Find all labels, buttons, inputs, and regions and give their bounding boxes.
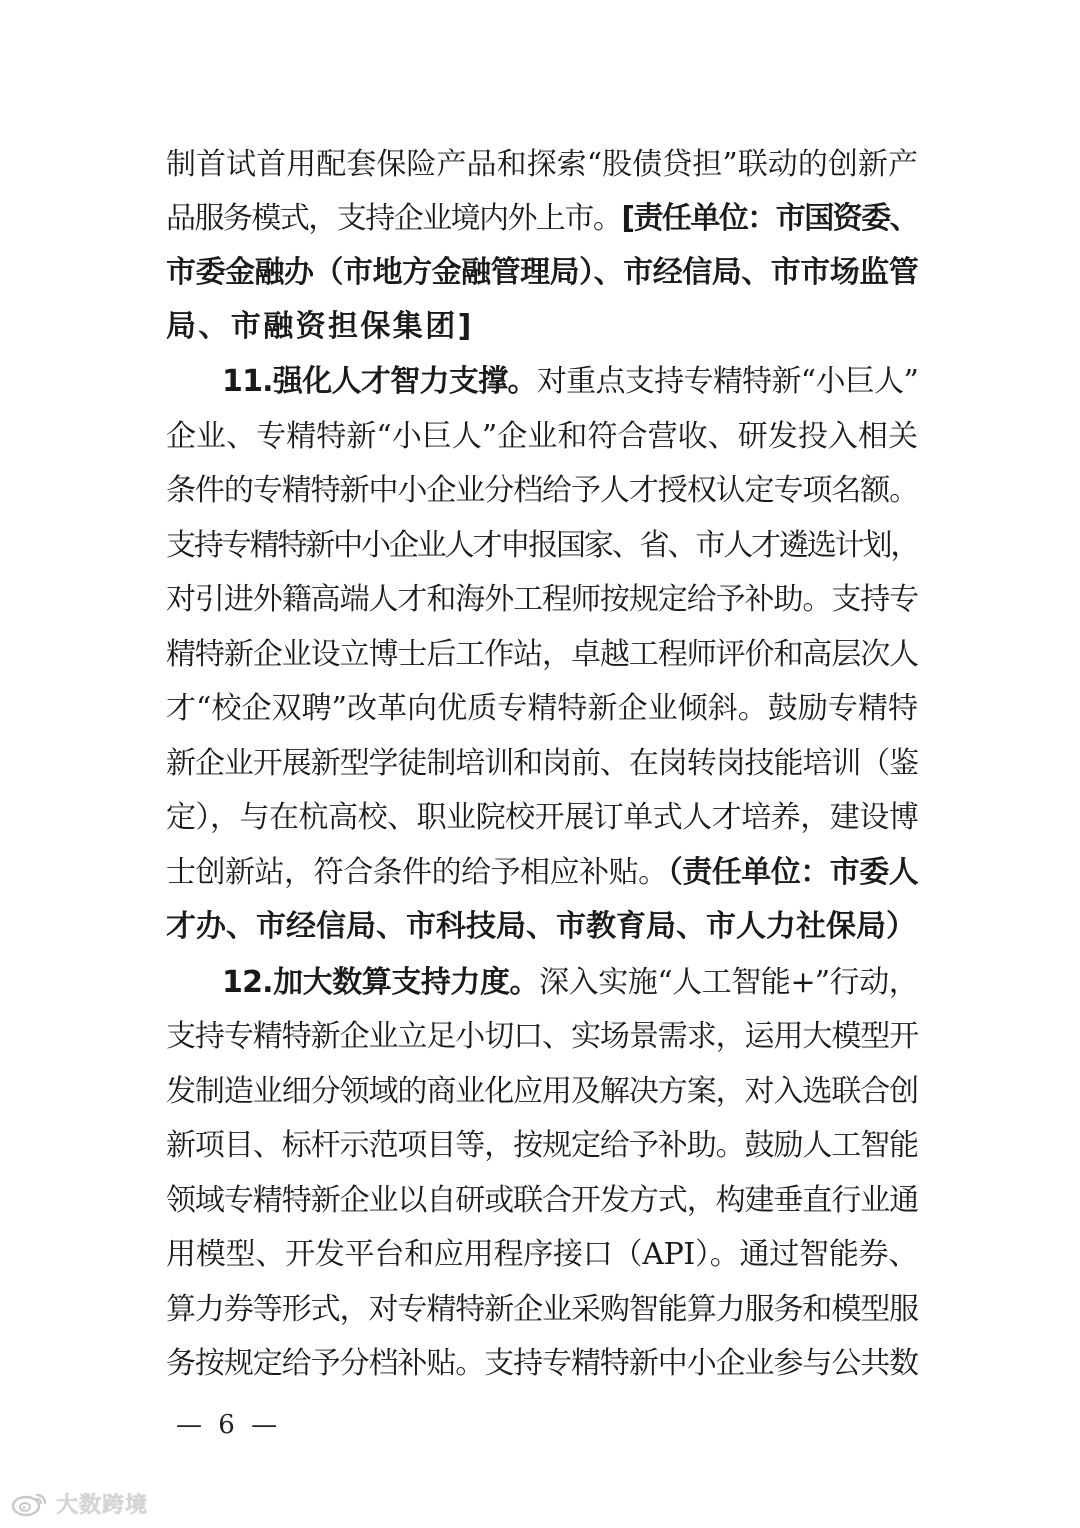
text-segment: 对重点支持专精特新“小巨人”: [536, 364, 918, 399]
text-segment: 务按规定给予分档补贴。支持专精特新中小企业参与公共数: [166, 1346, 918, 1381]
section-heading-12: 12.加大数算支持力度。: [222, 965, 540, 1000]
section-heading-11: 11.强化人才智力支撑。: [222, 364, 537, 399]
text-line-23: [166, 1337, 918, 1391]
text-segment: 发制造业细分领域的商业化应用及解决方案，对入选联合创: [166, 1074, 918, 1109]
text-segment: 才“校企双聘”改革向优质专精特新企业倾斜。鼓励专精特: [166, 691, 918, 726]
text-segment: 条件的专精特新中小企业分档给予人才授权认定专项名额。: [166, 473, 918, 508]
text-line-20: [166, 1174, 918, 1228]
text-segment: 精特新企业设立博士后工作站，卓越工程师评价和高层次人: [166, 637, 918, 672]
text-line-18: [166, 1065, 918, 1119]
text-segment: 制首试首用配套保险产品和探索“股债贷担”联动的创新产: [166, 147, 918, 182]
text-line-9: [166, 573, 918, 627]
text-segment: 支持专精特新中小企业人才申报国家、省、市人才遴选计划，: [166, 528, 918, 563]
responsibility-unit: 市委金融办（市地方金融管理局）、市经信局、市市场监管: [166, 255, 918, 290]
text-segment: 新项目、标杆示范项目等，按规定给予补助。鼓励人工智能: [166, 1128, 918, 1163]
text-segment: 深入实施“人工智能+”行动，: [539, 965, 918, 1000]
text-line-19: [166, 1119, 918, 1173]
text-line-14: [166, 846, 918, 900]
responsibility-unit: 局、市融资担保集团]: [166, 309, 474, 344]
text-line-2: [166, 192, 918, 246]
text-line-8: [166, 519, 918, 573]
text-segment: 对引进外籍高端人才和海外工程师按规定给予补助。支持专: [166, 582, 918, 617]
text-line-22: [166, 1283, 918, 1337]
text-segment: 算力券等形式，对专精特新企业采购智能算力服务和模型服: [166, 1292, 918, 1327]
responsibility-unit: 才办、市经信局、市科技局、市教育局、市人力社保局）: [166, 909, 916, 944]
text-segment: 士创新站，符合条件的给予相应补贴。: [166, 855, 668, 890]
text-segment: 用模型、开发平台和应用程序接口（API）。通过智能券、: [166, 1237, 918, 1272]
text-line-6: [166, 410, 918, 464]
text-line-13: [166, 791, 918, 845]
responsibility-unit: [责任单位：市国资委、: [621, 201, 918, 236]
text-line-12: [166, 737, 918, 791]
text-segment: 企业、专精特新“小巨人”企业和符合营收、研发投入相关: [166, 419, 918, 454]
watermark-text: 大数跨境: [56, 1493, 149, 1518]
text-line-17: [166, 1010, 918, 1064]
text-segment: 新企业开展新型学徒制培训和岗前、在岗转岗技能培训（鉴: [166, 746, 918, 781]
text-line-7: [166, 464, 918, 518]
text-segment: 定），与在杭高校、职业院校开展订单式人才培养，建设博: [166, 800, 918, 835]
text-line-11: [166, 682, 918, 736]
text-line-21: [166, 1228, 918, 1282]
text-line-15: [166, 900, 918, 954]
page-number: — 6 —: [176, 1410, 282, 1440]
text-line-10: [166, 628, 918, 682]
text-line-16: [222, 956, 918, 1010]
text-line-1: [166, 138, 918, 192]
text-line-4: [166, 300, 918, 354]
text-segment: 领域专精特新企业以自研或联合开发方式，构建垂直行业通: [166, 1183, 918, 1218]
responsibility-unit: （责任单位：市委人: [667, 855, 918, 890]
text-segment: 品服务模式，支持企业境内外上市。: [166, 201, 622, 236]
weibo-logo-icon: [10, 1491, 48, 1517]
text-segment: 支持专精特新企业立足小切口、实场景需求，运用大模型开: [166, 1019, 918, 1054]
watermark: [10, 1488, 148, 1519]
text-line-3: [166, 246, 918, 300]
text-line-5: [222, 355, 918, 409]
